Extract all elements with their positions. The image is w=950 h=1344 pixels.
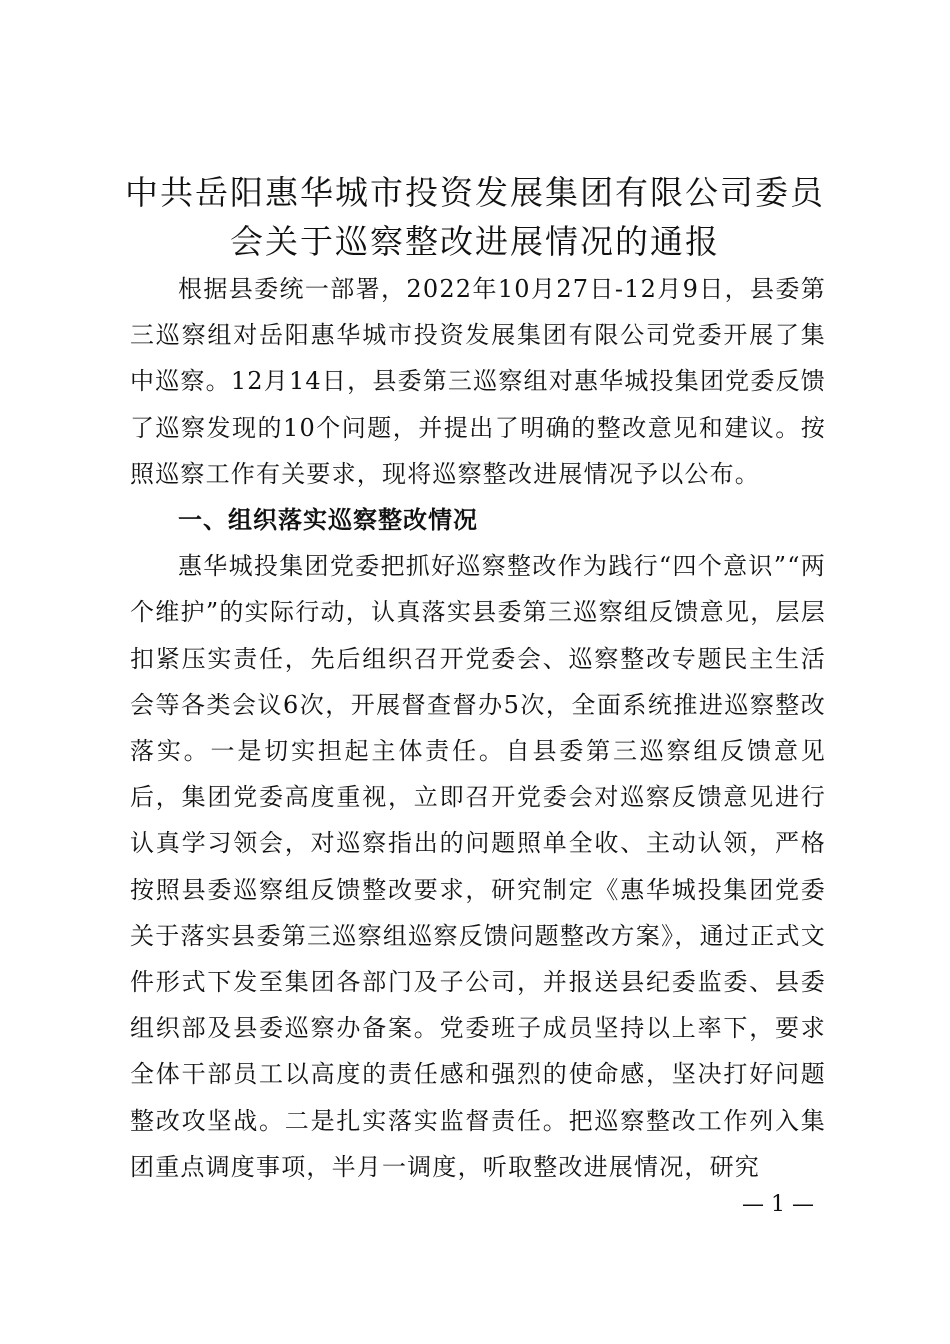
section-heading: 一、组织落实巡察整改情况 bbox=[178, 506, 478, 535]
document-body bbox=[130, 266, 826, 1190]
intro-paragraph: 根据县委统一部署，2022年10月27日-12月9日，县委第三巡察组对岳阳惠华城市投资发展集团有限公司党委开展了集中巡察。12月14日，县委第三巡察组对惠华城投集团党委反馈了巡察发现的10个问题，并提出了明确的整改意见和建议。按照巡察工作有关要求，现将巡察整改进展情况予以公布。 bbox=[130, 275, 826, 488]
page-number: — 1 — bbox=[742, 1192, 814, 1217]
document-title: 中共岳阳惠华城市投资发展集团有限公司委员会关于巡察整改进展情况的通报 bbox=[125, 173, 825, 261]
section-paragraph: 惠华城投集团党委把抓好巡察整改作为践行“四个意识”“两个维护”的实际行动，认真落实县委第三巡察组反馈意见，层层扣紧压实责任，先后组织召开党委会、巡察整改专题民主生活会等各类会议6次，开展督查督办5次，全面系统推进巡察整改落实。一是切实担起主体责任。自县委第三巡察组反馈意见后，集团党委高度重视，立即召开党委会对巡察反馈意见进行认真学习领会，对巡察指出的问题照单全收、主动认领，严格按照县委巡察组反馈整改要求，研究制定《惠华城投集团党委关于落实县委第三巡察组巡察反馈问题整改方案》，通过正式文件形式下发至集团各部门及子公司，并报送县纪委监委、县委组织部及县委巡察办备案。党委班子成员坚持以上率下，要求全体干部员工以高度的责任感和强烈的使命感，坚决打好问题整改攻坚战。二是扎实落实监督责任。把巡察整改工作列入集团重点调度事项，半月一调度，听取整改进展情况，研究 bbox=[130, 552, 826, 1181]
